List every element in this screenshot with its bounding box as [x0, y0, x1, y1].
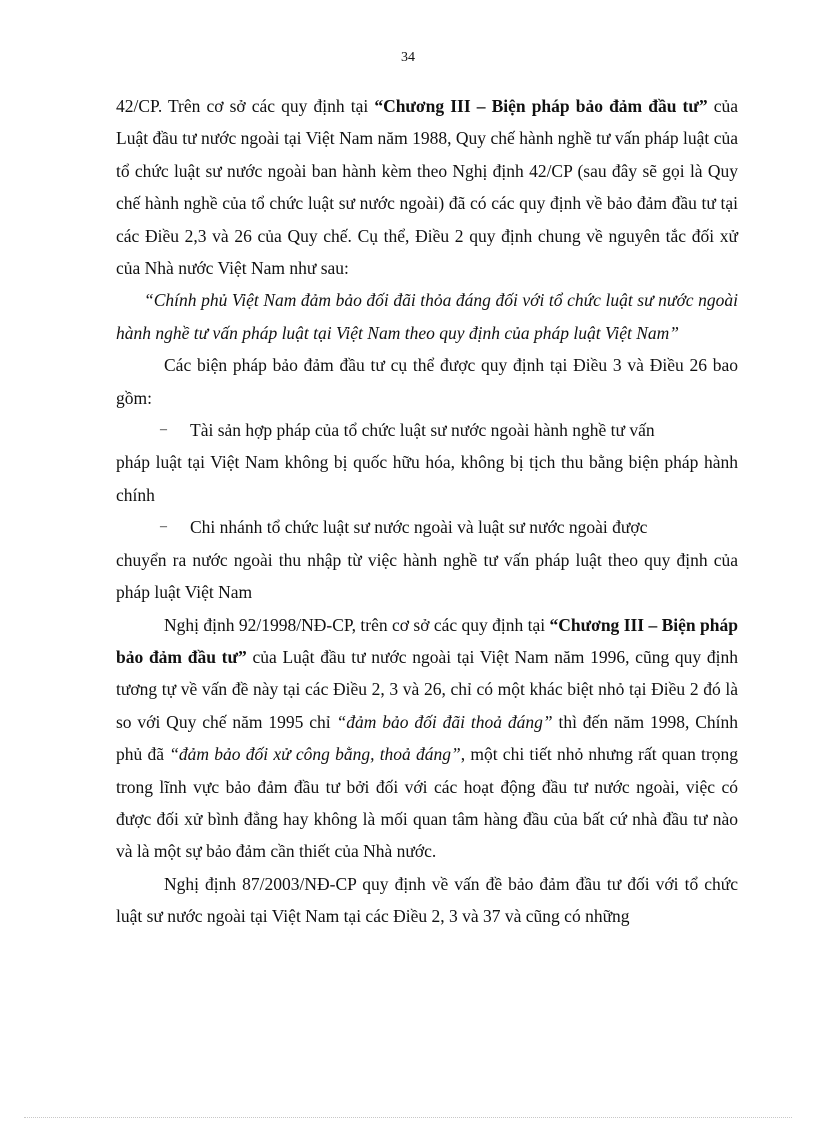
paragraph-decree-92-text-2: của Luật đầu tư nước ngoài tại Việt Nam năm 1996, cũng quy định tương tự về vấn đề này tại các Điều 2, 3 và 26, chỉ có một khác biệt nhỏ tại Điều 2 đó là so với Quy chế năm 1995 chỉ [116, 646, 738, 732]
paragraph-intro-text-1: 42/CP. Trên cơ sở các quy định tại [116, 96, 375, 116]
paragraph-decree-92-text-4: , một chi tiết nhỏ nhưng rất quan trọng trong lĩnh vực bảo đảm đầu tư bởi đối với các hoạt động đầu tư nước ngoài, việc có được đối xử bình đẳng hay không là mối quan tâm hàng đầu của bất cứ nhà đầu tư nào và là một sự bảo đảm cần thiết của Nhà nước. [116, 744, 738, 862]
bullet-item-2-first-line: Chi nhánh tổ chức luật sư nước ngoài và luật sư nước ngoài được [190, 517, 648, 538]
bullet-item-2 [116, 511, 738, 543]
bullet-item-1 [116, 414, 738, 446]
chapter-title-bold: “Chương III – Biện pháp bảo đảm đầu tư” [116, 614, 738, 667]
quote-inline-1: “đảm bảo đối đãi thoả đáng” [336, 711, 553, 732]
bullet-item-1-continuation: pháp luật tại Việt Nam không bị quốc hữu hóa, không bị tịch thu bằng biện pháp hành chính [116, 452, 738, 505]
paragraph-intro-text-2: của Luật đầu tư nước ngoài tại Việt Nam năm 1988, Quy chế hành nghề tư vấn pháp luật của tổ chức luật sư nước ngoài ban hành kèm theo Nghị định 42/CP (sau đây sẽ gọi là Quy chế hành nghề của tổ chức luật sư nước ngoài) đã có các quy định về bảo đảm đầu tư tại các Điều 2,3 và 26 của Quy chế. Cụ thể, Điều 2 quy định chung về nguyên tắc đối xử của Nhà nước Việt Nam như sau: [116, 96, 738, 279]
bullet-item-2-continuation: chuyển ra nước ngoài thu nhập từ việc hành nghề tư vấn pháp luật theo quy định của pháp luật Việt Nam [116, 549, 738, 603]
paragraph-intro [116, 90, 738, 284]
paragraph-decree-92 [116, 609, 738, 868]
page-bottom-rule [24, 1117, 792, 1118]
page-number: 34 [401, 50, 415, 65]
bullet-item-1-first-line: Tài sản hợp pháp của tổ chức luật sư nước ngoài hành nghề tư vấn [190, 420, 655, 441]
quote-article-2: “Chính phủ Việt Nam đảm bảo đối đãi thỏa đáng đối với tổ chức luật sư nước ngoài hành nghề tư vấn pháp luật tại Việt Nam theo quy định của pháp luật Việt Nam” [116, 290, 738, 343]
paragraph-measures: Các biện pháp bảo đảm đầu tư cụ thể được quy định tại Điều 3 và Điều 26 bao gồm: [116, 355, 738, 408]
paragraph-decree-92-text-3: thì đến năm 1998, Chính phủ đã [116, 711, 738, 765]
chapter-title-bold: “Chương III – Biện pháp bảo đảm đầu tư” [374, 96, 708, 116]
quote-inline-2: “đảm bảo đối xử công bằng, thoả đáng” [169, 744, 461, 765]
bullet-dash: – [160, 519, 167, 535]
document-body [116, 90, 738, 933]
paragraph-decree-92-text-1: Nghị định 92/1998/NĐ-CP, trên cơ sở các quy định tại [164, 614, 550, 635]
paragraph-decree-87: Nghị định 87/2003/NĐ-CP quy định về vấn đề bảo đảm đầu tư đối với tổ chức luật sư nước ngoài tại Việt Nam tại các Điều 2, 3 và 37 và cũng có những [116, 873, 738, 927]
bullet-dash: – [160, 422, 167, 438]
